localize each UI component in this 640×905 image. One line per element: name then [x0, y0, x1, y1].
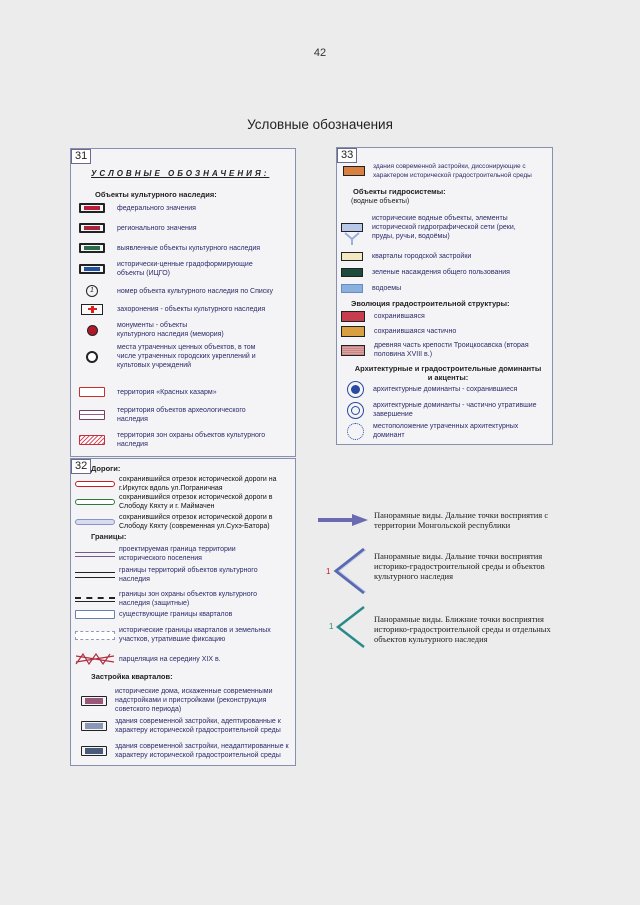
- border-planned-line: [75, 552, 115, 557]
- legend-label: территория «Красных казарм»: [117, 388, 217, 396]
- federal-swatch: [79, 203, 105, 213]
- adapted-building-swatch: [81, 721, 107, 731]
- legend-panel-32: [70, 458, 296, 766]
- legend-panel-33: [336, 147, 553, 445]
- legend-item: [341, 401, 548, 419]
- page-number: 42: [313, 47, 327, 59]
- lost-object-icon: [86, 351, 98, 363]
- panorama-arrow-icon: [316, 512, 370, 528]
- dissonant-building-swatch: [343, 166, 365, 176]
- legend-item: [79, 243, 260, 253]
- legend-item: [341, 284, 401, 293]
- river-fork-icon: [343, 232, 361, 246]
- red-barracks-swatch: [79, 387, 105, 397]
- legend-label: выявленные объекты культурного наследия: [117, 244, 261, 252]
- legend-item: [81, 687, 275, 714]
- regional-swatch: [79, 223, 105, 233]
- identified-swatch: [79, 243, 105, 253]
- dominant-partial-icon: [347, 402, 364, 419]
- distorted-building-swatch: [81, 696, 107, 706]
- legend-item: [75, 513, 294, 531]
- legend-header: УСЛОВНЫЕ ОБОЗНАЧЕНИЯ:: [91, 169, 270, 178]
- view-number: 1: [326, 567, 331, 576]
- section-subtitle: (водные объекты): [351, 198, 410, 205]
- archaeology-swatch: [79, 410, 105, 420]
- ancient-swatch: [341, 345, 365, 356]
- legend-label: исторические дома, искаженные современными надстройками и пристройками (реконструкция советского периода): [115, 688, 273, 713]
- legend-item: [79, 260, 277, 278]
- panel-number: 31: [71, 149, 91, 164]
- legend-label: сохранившаяся: [374, 313, 425, 320]
- section-title: Дороги:: [91, 464, 121, 473]
- legend-label: территория зон охраны объектов культурного наследия: [117, 432, 266, 448]
- water-swatch: [341, 223, 363, 232]
- legend-item: [79, 406, 267, 424]
- quarter-border-swatch: [75, 610, 115, 619]
- pond-swatch: [341, 284, 363, 293]
- dominant-lost-icon: [347, 423, 364, 440]
- legend-label: границы территорий объектов культурного наследия: [119, 567, 258, 583]
- legend-label: водоемы: [372, 285, 402, 292]
- border-heritage-line: [75, 572, 115, 578]
- panel-number: 33: [337, 148, 357, 163]
- partial-swatch: [341, 326, 365, 337]
- legend-label: номер объекта культурного наследия по Списку: [117, 287, 273, 295]
- green-area-swatch: [341, 268, 363, 277]
- legend-item: [341, 214, 532, 241]
- legend-item: [75, 566, 269, 584]
- legend-item: [79, 387, 217, 397]
- legend-item: [343, 162, 551, 180]
- legend-item: [81, 717, 300, 735]
- icgo-swatch: [79, 264, 105, 274]
- legend-item: [79, 285, 273, 297]
- legend-item: [75, 545, 269, 563]
- quarter-swatch: [341, 252, 363, 261]
- legend-label: исторические водные объекты, элементы исторической гидрографической сети (реки, пруды, ручьи, водоёмы): [372, 215, 516, 240]
- legend-item: [79, 321, 227, 339]
- legend-label: исторически-ценные градоформирующие объекты (ИЦГО): [117, 261, 253, 277]
- legend-label: сохранившийся отрезок исторической дороги в Слободу Кяхту и г. Маймачен: [119, 494, 273, 510]
- section-title: Объекты культурного наследия:: [95, 190, 217, 199]
- legend-item: [341, 422, 533, 440]
- legend-label: сохранившаяся частично: [374, 328, 457, 335]
- legend-item: [81, 304, 265, 315]
- legend-label: границы зон охраны объектов культурного наследия (защитные): [119, 591, 257, 607]
- page-title: Условные обозначения: [247, 117, 393, 132]
- near-view-chevron-icon: [334, 604, 366, 650]
- parcel-hatch-icon: [75, 653, 115, 665]
- legend-item: [75, 590, 269, 608]
- legend-item: [75, 475, 289, 493]
- road-green-swatch: [75, 499, 115, 505]
- road-blue-swatch: [75, 519, 115, 525]
- legend-item: [79, 343, 257, 370]
- legend-label: местоположение утраченных архитектурных доминант: [373, 423, 519, 439]
- historic-border-swatch: [75, 631, 115, 640]
- section-title: Границы:: [91, 532, 127, 541]
- legend-label: территория объектов археологического наследия: [117, 407, 246, 423]
- view-number: 1: [329, 622, 334, 631]
- legend-item: [341, 341, 534, 359]
- nonadapted-building-swatch: [81, 746, 107, 756]
- legend-label: регионального значения: [117, 224, 197, 232]
- border-dashed-line: [75, 597, 115, 602]
- legend-label: сохранившийся отрезок исторической дороги на г.Иркутск вдоль ул.Пограничная: [119, 476, 277, 492]
- legend-panel-31: [70, 148, 296, 457]
- road-red-swatch: [75, 481, 115, 487]
- legend-item: [341, 326, 456, 337]
- legend-label: парцеляция на середину XIX в.: [119, 655, 221, 663]
- panel-number: 32: [71, 459, 91, 474]
- burial-cross-icon: [81, 304, 103, 315]
- dominant-kept-icon: [347, 381, 364, 398]
- legend-label: проектируемая граница территории исторического поселения: [119, 546, 236, 562]
- legend-item: [75, 626, 279, 644]
- legend-item: [75, 493, 289, 511]
- legend-item: [75, 653, 221, 665]
- protection-zone-swatch: [79, 435, 105, 445]
- section-title: Архитектурные и градостроительные доминанты и акценты:: [354, 364, 542, 382]
- legend-label: здания современной застройки, диссонирующие с характером исторической градостроительной среды: [373, 163, 532, 179]
- legend-item: [341, 311, 425, 322]
- legend-label: монументы - объекты культурного наследия (мемория): [117, 322, 224, 338]
- legend-label: захоронения - объекты культурного наследия: [117, 306, 266, 313]
- view-label: Панорамные виды. Ближние точки восприятия историко-градостроительной среды и отдельных объектов культурного наследия: [374, 614, 551, 644]
- legend-label: здания современной застройки, неадаптированные к характеру исторической градостроительной среды: [115, 743, 289, 759]
- legend-label: места утраченных ценных объектов, в том числе утраченных городских укреплений и культовых учреждений: [117, 344, 256, 369]
- legend-label: здания современной застройки, адептированные к характеру исторической градостроительной среды: [115, 718, 281, 734]
- legend-label: исторические границы кварталов и земельных участков, утратившие фиксацию: [119, 627, 271, 643]
- legend-label: древняя часть крепости Троицкосавска (вторая половина XVIII в.): [374, 342, 529, 358]
- legend-item: [81, 742, 300, 760]
- section-title: Застройка кварталов:: [91, 672, 173, 681]
- legend-item: [79, 203, 196, 213]
- legend-label: кварталы городской застройки: [372, 253, 472, 260]
- legend-label: зеленые насаждения общего пользования: [372, 269, 510, 276]
- section-title: Эволюция градостроительной структуры:: [351, 299, 510, 308]
- view-label: Панорамные виды. Дальние точки восприятия с территории Монгольской республики: [374, 510, 549, 530]
- legend-item: [341, 252, 471, 261]
- legend-item: [75, 610, 232, 619]
- legend-label: федерального значения: [117, 204, 196, 212]
- legend-label: архитектурные доминанты - частично утратившие завершение: [373, 402, 537, 418]
- legend-label: сохранившийся отрезок исторической дороги в Слободу Кяхту (современная ул.Сухэ-Батора): [119, 514, 273, 530]
- object-number-icon: 1: [86, 285, 98, 297]
- kept-swatch: [341, 311, 365, 322]
- legend-item: [79, 223, 197, 233]
- section-title: Объекты гидросистемы:: [353, 187, 446, 196]
- legend-item: [79, 431, 277, 449]
- far-view-chevron-icon: [332, 546, 366, 596]
- legend-item: [341, 268, 510, 277]
- view-label: Панорамные виды. Дальние точки восприятия историко-градостроительной среды и объектов культурного наследия: [374, 551, 545, 581]
- monument-icon: [87, 325, 98, 336]
- legend-item: [341, 381, 517, 398]
- legend-label: существующие границы кварталов: [119, 611, 233, 618]
- legend-label: архитектурные доминанты - сохранившиеся: [373, 386, 518, 393]
